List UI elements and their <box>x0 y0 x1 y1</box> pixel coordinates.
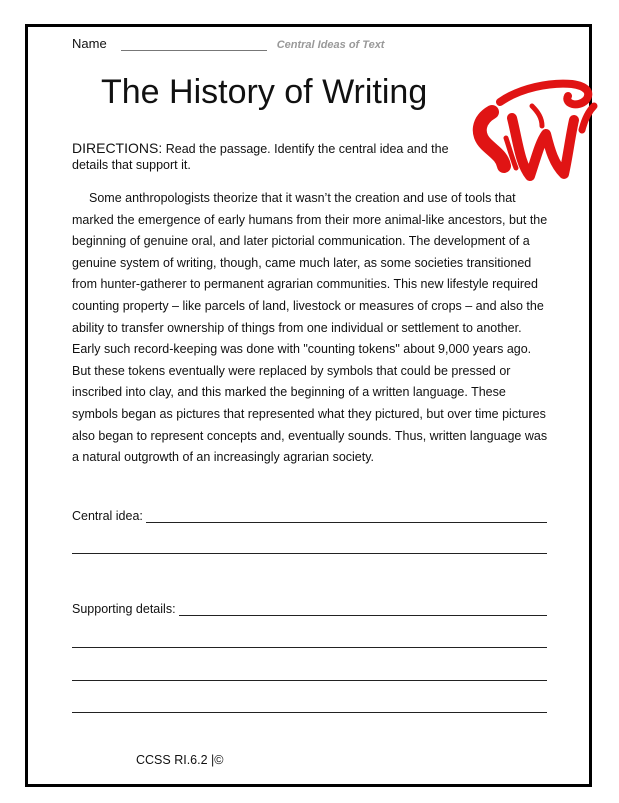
directions-label: DIRECTIONS: <box>72 140 163 156</box>
central-idea-answer-line-2[interactable] <box>72 553 547 554</box>
supporting-details-answer-line[interactable] <box>179 603 547 616</box>
directions-text: Read the passage. Identify the central idea and the details that support it. <box>72 142 449 172</box>
supporting-details-label: Supporting details: <box>72 602 176 616</box>
red-ink-logo-icon <box>472 72 598 200</box>
central-idea-row <box>72 509 547 523</box>
name-blank-line <box>121 38 267 51</box>
central-idea-answer-line[interactable] <box>146 510 547 523</box>
supporting-details-row <box>72 602 547 616</box>
standards-footer: CCSS RI.6.2 |© <box>136 753 224 767</box>
worksheet-title: The History of Writing <box>101 73 428 111</box>
supporting-details-answer-line-4[interactable] <box>72 712 547 713</box>
worksheet-type-label: Central Ideas of Text <box>276 39 385 51</box>
directions <box>72 140 477 173</box>
name-label: Name <box>72 36 107 51</box>
supporting-details-answer-line-3[interactable] <box>72 680 547 681</box>
supporting-details-answer-line-2[interactable] <box>72 647 547 648</box>
passage-text: Some anthropologists theorize that it wasn’t the creation and use of tools that marked the emergence of early humans from their more animal-like ancestors, but the beginning of genuine oral, and later pictorial communication. The development of a genuine system of writing, though, came much later, as some societies transitioned from hunter-gatherer to permanent agrarian communities. This new lifestyle required counting property – like parcels of land, livestock or measures of crops – and also the ability to transfer ownership of things from one individual or settlement to another. Early such record-keeping was done with "counting tokens" about 9,000 years ago. But these tokens eventually were replaced by symbols that could be pressed or inscribed into clay, and this marked the beginning of a written language. These symbols began as pictures that represented what they pictured, but over time pictures also began to represent concepts and, eventually sounds. Thus, written language was a natural outgrowth of an increasingly agrarian society. <box>72 191 548 465</box>
central-idea-label: Central idea: <box>72 509 143 523</box>
name-row <box>72 36 384 51</box>
